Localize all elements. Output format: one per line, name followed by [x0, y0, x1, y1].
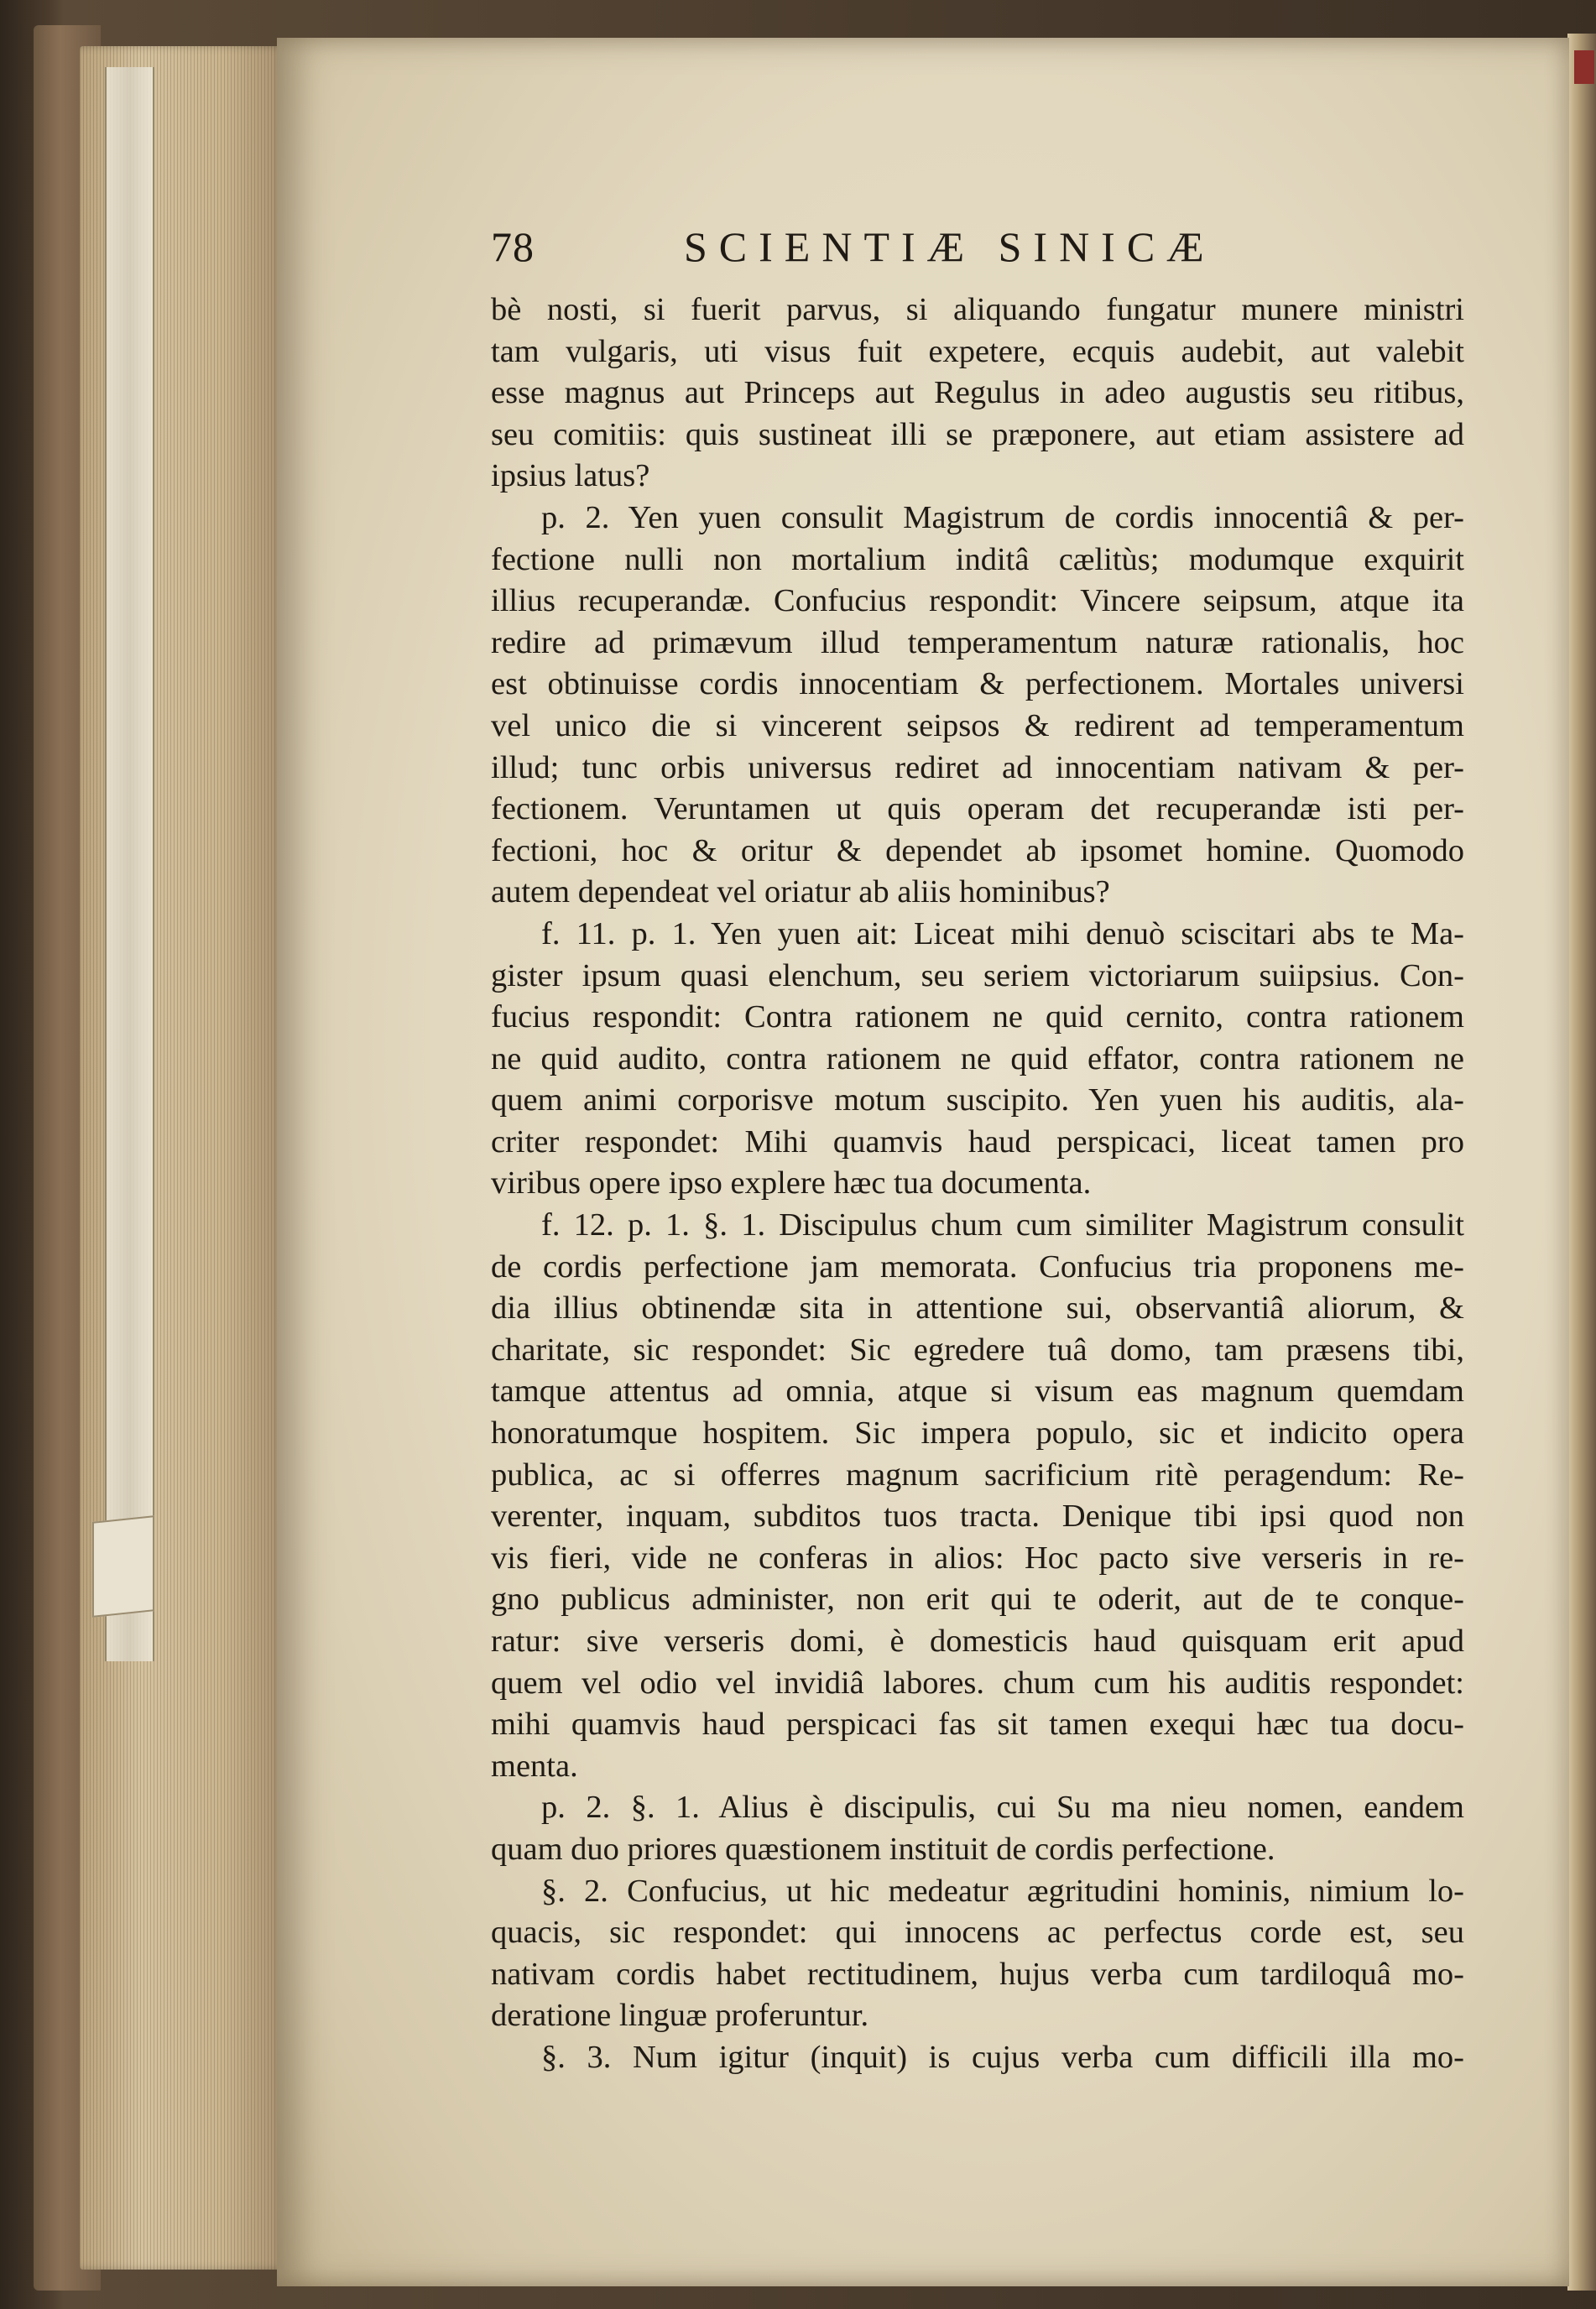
- body-text: [491, 289, 1464, 2079]
- text-line: fectione nulli non mortalium inditâ cælitùs; modumque exquirit: [491, 541, 1464, 577]
- text-line: gno publicus administer, non erit qui te oderit, aut de te conque-: [491, 1582, 1464, 1618]
- page-number: 78: [491, 223, 535, 270]
- paper-bookmark-fold: [92, 1515, 154, 1618]
- text-line: publica, ac si offerres magnum sacrificium ritè peragendum: Re-: [491, 1457, 1464, 1493]
- text-line: redire ad primævum illud temperamentum naturæ rationalis, hoc: [491, 624, 1464, 660]
- text-line: tamque attentus ad omnia, atque si visum eas magnum quemdam: [491, 1373, 1464, 1410]
- text-line: est obtinuisse cordis innocentiam & perfectionem. Mortales universi: [491, 666, 1464, 702]
- text-line: p. 2. §. 1. Alius è discipulis, cui Su ma nieu nomen, eandem: [541, 1790, 1464, 1826]
- text-line: illius recuperandæ. Confucius respondit: Vincere seipsum, atque ita: [491, 583, 1464, 619]
- text-line: vis fieri, vide ne conferas in alios: Hoc pacto sive verseris in re-: [491, 1540, 1464, 1576]
- text-line: quam duo priores quæstionem instituit de cordis perfectione.: [491, 1831, 1275, 1867]
- text-line: esse magnus aut Princeps aut Regulus in adeo augustis seu ritibus,: [491, 375, 1464, 411]
- text-line: vel unico die si vincerent seipsos & redirent ad temperamentum: [491, 707, 1464, 743]
- text-line: verenter, inquam, subditos tuos tracta. Denique tibi ipsi quod non: [491, 1499, 1464, 1535]
- text-line: f. 11. p. 1. Yen yuen ait: Liceat mihi denuò sciscitari abs te Ma-: [541, 915, 1464, 951]
- text-line: p. 2. Yen yuen consulit Magistrum de cordis innocentiâ & per-: [541, 499, 1464, 535]
- text-line: fucius respondit: Contra rationem ne quid cernito, contra rationem: [491, 999, 1464, 1035]
- text-line: dia illius obtinendæ sita in attentione sui, observantiâ aliorum, &: [491, 1290, 1464, 1327]
- text-line: bè nosti, si fuerit parvus, si aliquando fungatur munere ministri: [491, 292, 1464, 327]
- text-block: [491, 222, 1464, 2079]
- text-line: §. 3. Num igitur (inquit) is cujus verba cum difficili illa mo-: [541, 2039, 1464, 2075]
- text-line: quem animi corporisve motum suscipito. Yen yuen his auditis, ala-: [491, 1082, 1464, 1118]
- text-line: nativam cordis habet rectitudinem, hujus verba cum tardiloquâ mo-: [491, 1956, 1464, 1992]
- text-line: charitate, sic respondet: Sic egredere tuâ domo, tam præsens tibi,: [491, 1332, 1464, 1368]
- page-header: [491, 222, 1464, 289]
- text-line: fectionem. Veruntamen ut quis operam det recuperandæ isti per-: [491, 791, 1464, 827]
- text-line: gister ipsum quasi elenchum, seu seriem victoriarum suiipsius. Con-: [491, 957, 1464, 993]
- text-line: seu comitiis: quis sustineat illi se præponere, aut etiam assistere ad: [491, 416, 1464, 452]
- text-line: ipsius latus?: [491, 458, 650, 494]
- text-line: f. 12. p. 1. §. 1. Discipulus chum cum similiter Magistrum consulit: [541, 1207, 1464, 1243]
- text-line: honoratumque hospitem. Sic impera populo, sic et indicito opera: [491, 1415, 1464, 1452]
- text-line: illud; tunc orbis universus rediret ad innocentiam nativam & per-: [491, 749, 1464, 785]
- text-line: §. 2. Confucius, ut hic medeatur ægritudini hominis, nimium lo-: [541, 1873, 1464, 1909]
- text-line: ratur: sive verseris domi, è domesticis haud quisquam erit apud: [491, 1624, 1464, 1659]
- paper-bookmark-slip: [105, 67, 154, 1661]
- text-line: tam vulgaris, uti visus fuit expetere, ecquis audebit, aut valebit: [491, 333, 1464, 369]
- text-line: criter respondet: Mihi quamvis haud perspicaci, liceat tamen pro: [491, 1123, 1464, 1160]
- text-line: autem dependeat vel oriatur ab aliis hominibus?: [491, 874, 1110, 910]
- text-line: menta.: [491, 1748, 578, 1784]
- text-line: ne quid audito, contra rationem ne quid effator, contra rationem ne: [491, 1040, 1464, 1076]
- text-line: quacis, sic respondet: qui innocens ac perfectus corde est, seu: [491, 1915, 1464, 1951]
- text-line: deratione linguæ proferuntur.: [491, 1998, 869, 2034]
- text-line: quem vel odio vel invidiâ labores. chum cum his auditis respondet:: [491, 1665, 1464, 1701]
- text-line: fectioni, hoc & oritur & dependet ab ipsomet homine. Quomodo: [491, 832, 1464, 868]
- text-line: de cordis perfectione jam memorata. Confucius tria proponens me-: [491, 1248, 1464, 1285]
- facing-page-edge: [1567, 34, 1596, 2291]
- text-line: viribus opere ipso explere hæc tua documenta.: [491, 1165, 1092, 1201]
- running-head: SCIENTIÆ SINICÆ: [684, 223, 1216, 270]
- printed-page: [277, 38, 1569, 2286]
- text-line: mihi quamvis haud perspicaci fas sit tamen exequi hæc tua docu-: [491, 1707, 1464, 1743]
